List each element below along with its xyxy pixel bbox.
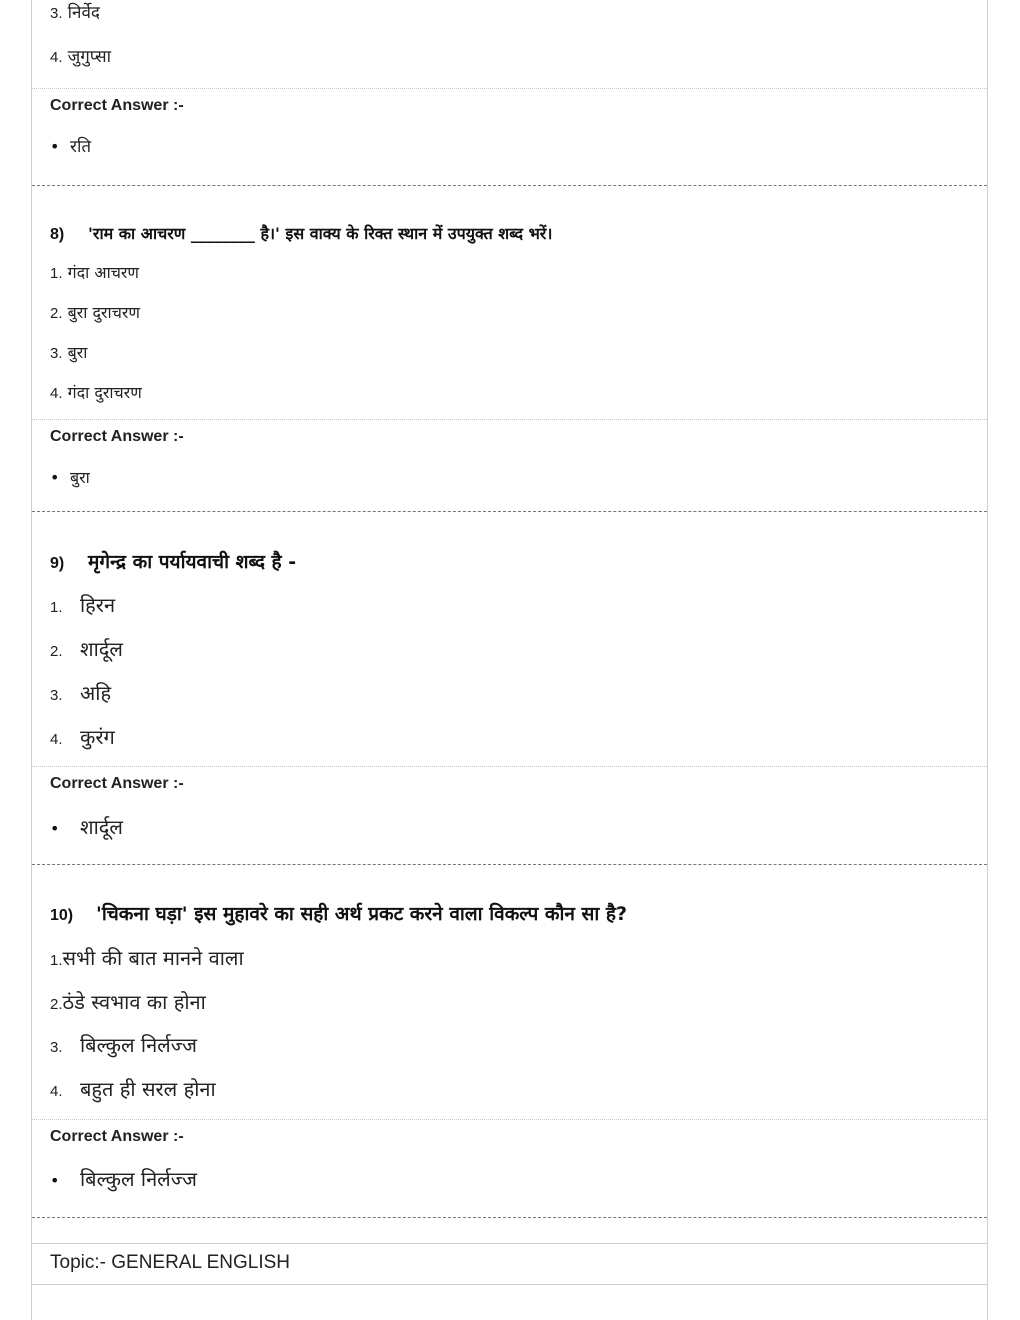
- correct-answer-label: Correct Answer :-: [50, 428, 184, 445]
- page-frame: [31, 0, 988, 1320]
- option-4: 4. जुगुप्सा: [50, 47, 112, 67]
- topic-top-border: [32, 1243, 987, 1244]
- topic-bottom-border: [32, 1284, 987, 1285]
- option-2: 2. शार्दूल: [50, 637, 123, 661]
- option-3: 3. निर्वेद: [50, 3, 100, 23]
- bullet-icon: •: [50, 468, 60, 487]
- option-4: 4. गंदा दुराचरण: [50, 383, 142, 402]
- correct-answer: • शार्दूल: [50, 815, 123, 839]
- option-2: 2.ठंडे स्वभाव का होना: [50, 990, 206, 1014]
- option-1: 1. गंदा आचरण: [50, 263, 139, 282]
- option-4: 4. बहुत ही सरल होना: [50, 1077, 216, 1101]
- option-1: 1.सभी की बात मानने वाला: [50, 946, 244, 970]
- option-3: 3. बुरा: [50, 343, 88, 362]
- divider: [32, 419, 987, 420]
- correct-answer: • रति: [50, 137, 92, 157]
- correct-answer-label: Correct Answer :-: [50, 775, 184, 792]
- divider: [32, 88, 987, 89]
- correct-answer-label: Correct Answer :-: [50, 97, 184, 114]
- correct-answer: • बिल्कुल निर्लज्ज: [50, 1167, 198, 1191]
- correct-answer-label: Correct Answer :-: [50, 1128, 184, 1145]
- option-1: 1. हिरन: [50, 593, 116, 617]
- option-3: 3. बिल्कुल निर्लज्ज: [50, 1033, 198, 1057]
- question-9: 9) मृगेन्द्र का पर्यायवाची शब्द है -: [50, 551, 297, 573]
- question-separator: [32, 511, 987, 512]
- divider: [32, 766, 987, 767]
- bullet-icon: •: [50, 137, 60, 156]
- option-2: 2. बुरा दुराचरण: [50, 303, 140, 322]
- option-4: 4. कुरंग: [50, 725, 115, 749]
- question-10: 10) 'चिकना घड़ा' इस मुहावरे का सही अर्थ प्रकट करने वाला विकल्प कौन सा है?: [50, 903, 628, 925]
- question-8: 8) 'राम का आचरण ________ है।' इस वाक्य के रिक्त स्थान में उपयुक्त शब्द भरें।: [50, 224, 553, 243]
- bullet-icon: •: [50, 819, 60, 838]
- divider: [32, 1119, 987, 1120]
- correct-answer: • बुरा: [50, 468, 90, 487]
- question-separator: [32, 185, 987, 186]
- question-separator: [32, 864, 987, 865]
- option-3: 3. अहि: [50, 681, 112, 705]
- bullet-icon: •: [50, 1171, 60, 1190]
- topic-heading: Topic:- GENERAL ENGLISH: [50, 1252, 291, 1273]
- question-separator: [32, 1217, 987, 1218]
